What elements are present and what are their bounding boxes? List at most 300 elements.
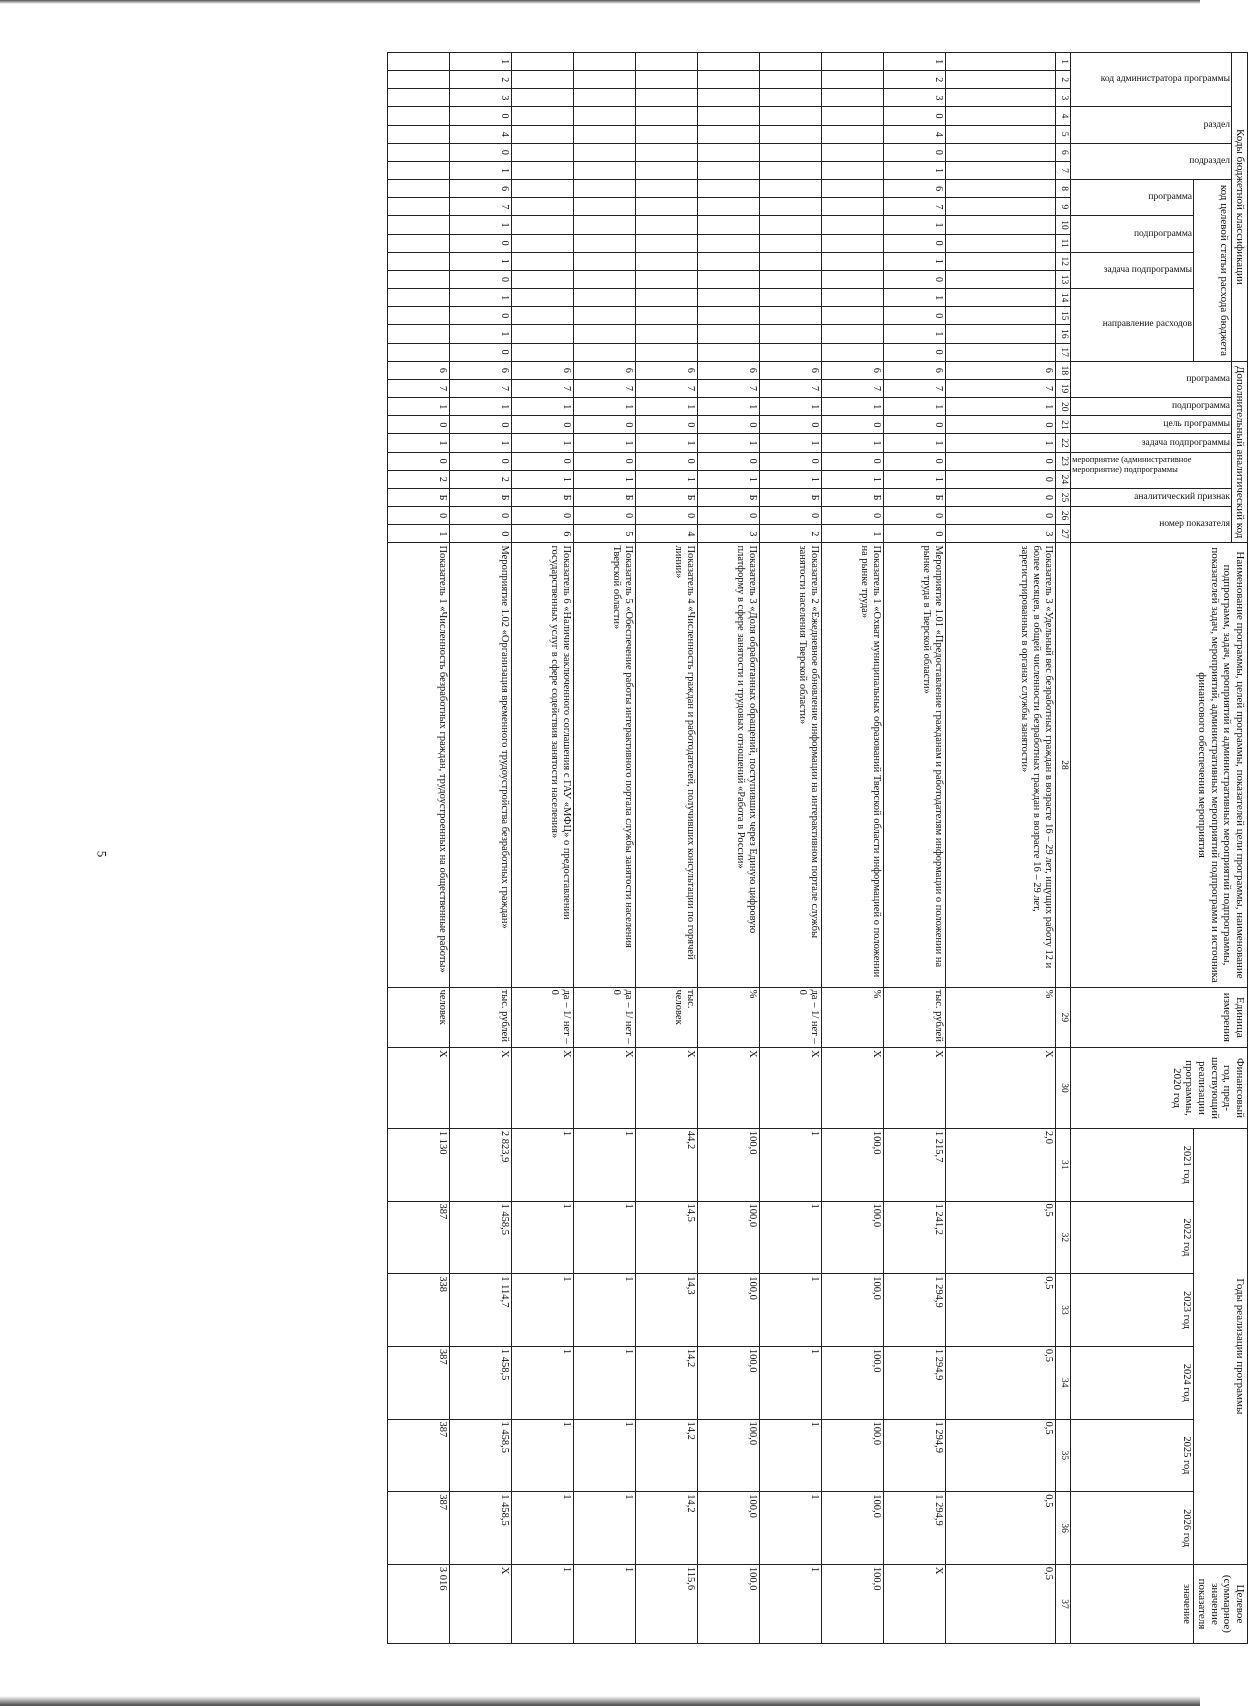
column-number: 12: [1056, 252, 1071, 270]
code-cell: 7: [388, 379, 450, 397]
code-cell: Б: [450, 488, 512, 506]
header-fin-year: Финансовый год, пред-шествующий реализации программы, 2020 год: [1071, 1048, 1248, 1129]
code-cell: 2: [388, 470, 450, 488]
code-cell: [946, 252, 1056, 270]
code-cell: [946, 216, 1056, 234]
row-2020-value: Х: [636, 1048, 698, 1129]
code-cell: 1: [574, 470, 636, 488]
row-year-value: 100,0: [822, 1419, 884, 1492]
code-cell: 2: [884, 71, 946, 89]
code-cell: [760, 143, 822, 161]
code-cell: 0: [698, 416, 760, 434]
header-target: Целевое (суммарное) значение показателя: [1194, 1564, 1248, 1643]
row-2020-value: Х: [450, 1048, 512, 1129]
row-unit: тыс. рублей: [884, 987, 946, 1048]
code-cell: 1: [822, 525, 884, 543]
code-cell: [822, 180, 884, 198]
code-cell: 2: [760, 525, 822, 543]
code-cell: 0: [946, 488, 1056, 506]
code-cell: 1: [388, 525, 450, 543]
code-cell: 1: [450, 289, 512, 307]
code-cell: [636, 107, 698, 125]
code-cell: 0: [450, 307, 512, 325]
code-cell: [946, 125, 1056, 143]
row-name: Показатель 3 «Удельный вес безработных граждан в возрасте 16 – 29 лет, ищущих работу 12 и более месяцев, в общей численности безработных граждан в возрасте 16 – 29 лет, зарегистрированных в органах службы занятости»: [946, 543, 1056, 987]
row-year-value: 1: [574, 1128, 636, 1201]
code-cell: 0: [450, 452, 512, 470]
code-cell: [636, 325, 698, 343]
code-cell: [574, 343, 636, 361]
row-2020-value: Х: [388, 1048, 450, 1129]
code-cell: [512, 198, 574, 216]
header-d-cel: цель программы: [1163, 419, 1231, 430]
table-row: [388, 53, 450, 1644]
code-cell: 0: [574, 452, 636, 470]
row-year-value: 1 130: [388, 1128, 450, 1201]
code-cell: 0: [760, 452, 822, 470]
code-cell: [388, 216, 450, 234]
code-cell: [388, 325, 450, 343]
code-cell: 0: [636, 507, 698, 525]
row-2020-value: Х: [822, 1048, 884, 1129]
table-body: [388, 53, 1056, 1644]
code-cell: Б: [884, 488, 946, 506]
code-cell: 0: [884, 307, 946, 325]
code-cell: 3: [884, 89, 946, 107]
row-year-value: 1 294,9: [884, 1346, 946, 1419]
row-target-value: 3 016: [388, 1564, 450, 1643]
header-d-nomer: номер показателя: [1159, 519, 1231, 530]
code-cell: 6: [698, 361, 760, 379]
code-cell: 1: [698, 398, 760, 416]
code-cell: 1: [574, 398, 636, 416]
row-target-value: 115,6: [636, 1564, 698, 1643]
header-podprogramma: подпрограмма: [1134, 228, 1193, 239]
column-number: 15: [1056, 307, 1071, 325]
code-cell: [574, 161, 636, 179]
code-cell: Б: [822, 488, 884, 506]
code-cell: 1: [760, 470, 822, 488]
row-target-value: 0,5: [946, 1564, 1056, 1643]
code-cell: 7: [450, 379, 512, 397]
row-year-value: 1: [760, 1492, 822, 1565]
code-cell: 0: [884, 416, 946, 434]
code-cell: 6: [512, 525, 574, 543]
row-name: Показатель 1 «Численность безработных граждан, трудоустроенных на общественные работы»: [388, 543, 450, 987]
code-cell: [574, 216, 636, 234]
code-cell: [698, 161, 760, 179]
code-cell: [760, 234, 822, 252]
code-cell: [636, 234, 698, 252]
row-year-value: 1: [574, 1346, 636, 1419]
code-cell: [512, 107, 574, 125]
column-number: 6: [1056, 143, 1071, 161]
column-number: 11: [1056, 234, 1071, 252]
row-year-value: 1: [512, 1346, 574, 1419]
column-number: 25: [1056, 488, 1071, 506]
row-name: Мероприятие 1.02 «Организация временного трудоустройства безработных граждан»: [450, 543, 512, 987]
code-cell: 1: [884, 289, 946, 307]
code-cell: 1: [698, 470, 760, 488]
row-year-value: 100,0: [698, 1492, 760, 1565]
scan-edge-bottom: [0, 1696, 1200, 1706]
row-year-value: 100,0: [698, 1201, 760, 1274]
row-year-value: 1 215,7: [884, 1128, 946, 1201]
code-cell: [698, 125, 760, 143]
code-cell: 0: [450, 234, 512, 252]
row-year-value: 1: [760, 1128, 822, 1201]
code-cell: [512, 216, 574, 234]
code-cell: [946, 107, 1056, 125]
code-cell: 1: [884, 161, 946, 179]
code-cell: [822, 53, 884, 71]
header-podrazdel: подраздел: [1189, 155, 1231, 166]
column-number: 22: [1056, 434, 1071, 452]
row-unit: тыс. человек: [636, 987, 698, 1048]
code-cell: 7: [946, 379, 1056, 397]
code-cell: 1: [946, 398, 1056, 416]
code-cell: [574, 270, 636, 288]
row-year-value: 100,0: [698, 1128, 760, 1201]
table-header: [1056, 53, 1248, 1644]
code-cell: [760, 161, 822, 179]
code-cell: [822, 270, 884, 288]
code-cell: [946, 89, 1056, 107]
row-unit: тыс. рублей: [450, 987, 512, 1048]
code-cell: 1: [388, 434, 450, 452]
code-cell: [574, 89, 636, 107]
code-cell: 6: [450, 180, 512, 198]
code-cell: 4: [884, 125, 946, 143]
code-cell: [822, 198, 884, 216]
code-cell: [698, 143, 760, 161]
code-cell: 7: [698, 379, 760, 397]
code-cell: [698, 307, 760, 325]
code-cell: [698, 234, 760, 252]
code-cell: 6: [822, 361, 884, 379]
code-cell: [636, 216, 698, 234]
code-cell: [698, 89, 760, 107]
code-cell: 4: [636, 525, 698, 543]
column-number: 7: [1056, 161, 1071, 179]
code-cell: [512, 343, 574, 361]
row-name: Показатель 2 «Ежедневное обновление информации на интерактивном портале службы занятости населения Тверской области»: [760, 543, 822, 987]
row-year-value: 1: [760, 1346, 822, 1419]
table-row: [512, 53, 574, 1644]
code-cell: 1: [450, 434, 512, 452]
table-row: [884, 53, 946, 1644]
code-cell: [822, 307, 884, 325]
scan-edge-top: [0, 0, 1200, 4]
code-cell: 1: [636, 434, 698, 452]
code-cell: [946, 198, 1056, 216]
header-year-2021: 2021 год: [1071, 1128, 1194, 1201]
code-cell: 0: [760, 416, 822, 434]
code-cell: [574, 289, 636, 307]
row-name: Показатель 6 «Наличие заключенного соглашения с ГАУ «МФЦ» о предоставлении государственных услуг в сфере содействия занятости населения»: [512, 543, 574, 987]
code-cell: [388, 71, 450, 89]
code-cell: [574, 53, 636, 71]
code-cell: 0: [884, 234, 946, 252]
row-unit: да – 1/ нет – 0: [760, 987, 822, 1048]
code-cell: [698, 343, 760, 361]
code-cell: 1: [946, 434, 1056, 452]
column-number: 26: [1056, 507, 1071, 525]
code-cell: 1: [884, 252, 946, 270]
code-cell: [760, 71, 822, 89]
code-cell: [822, 216, 884, 234]
column-number: 28: [1056, 543, 1071, 987]
code-cell: [636, 270, 698, 288]
code-cell: [388, 289, 450, 307]
code-cell: [760, 252, 822, 270]
code-cell: [822, 289, 884, 307]
header-napravlenie: направление расходов: [1103, 319, 1193, 330]
code-cell: [822, 143, 884, 161]
code-cell: 0: [822, 452, 884, 470]
code-cell: [512, 180, 574, 198]
code-cell: [388, 198, 450, 216]
row-year-value: 1 458,5: [450, 1419, 512, 1492]
code-cell: [388, 125, 450, 143]
row-year-value: 387: [388, 1201, 450, 1274]
code-cell: [574, 107, 636, 125]
row-target-value: 1: [512, 1564, 574, 1643]
table-row: [698, 53, 760, 1644]
table-row: [946, 53, 1056, 1644]
column-number: 1: [1056, 53, 1071, 71]
code-cell: [388, 234, 450, 252]
row-target-value: Х: [450, 1564, 512, 1643]
row-year-value: 0,5: [946, 1346, 1056, 1419]
program-table: [387, 52, 1248, 1644]
code-cell: 1: [884, 434, 946, 452]
code-cell: [636, 125, 698, 143]
row-year-value: 1: [574, 1492, 636, 1565]
column-number: 34: [1056, 1346, 1071, 1419]
code-cell: 0: [636, 452, 698, 470]
code-cell: 0: [884, 270, 946, 288]
row-year-value: 14,2: [636, 1346, 698, 1419]
row-name: Показатель 1 «Охват муниципальных образований Тверской области информацией о положении на рынке труда»: [822, 543, 884, 987]
code-cell: [698, 289, 760, 307]
code-cell: 0: [388, 416, 450, 434]
header-zadacha: задача подпрограммы: [1104, 264, 1193, 275]
row-unit: %: [698, 987, 760, 1048]
code-cell: 3: [946, 525, 1056, 543]
code-cell: [946, 343, 1056, 361]
code-cell: 1: [884, 470, 946, 488]
code-cell: [698, 325, 760, 343]
header-year-2026: 2026 год: [1071, 1492, 1194, 1565]
column-numbers-row: [1056, 53, 1071, 1644]
code-cell: 0: [388, 507, 450, 525]
row-year-value: 2,0: [946, 1128, 1056, 1201]
code-cell: 0: [388, 452, 450, 470]
row-target-value: 1: [760, 1564, 822, 1643]
row-target-value: Х: [884, 1564, 946, 1643]
row-year-value: 100,0: [698, 1346, 760, 1419]
row-2020-value: Х: [946, 1048, 1056, 1129]
header-unit: Единица измерения: [1071, 987, 1248, 1048]
column-number: 8: [1056, 180, 1071, 198]
code-cell: [760, 198, 822, 216]
code-cell: [512, 89, 574, 107]
code-cell: [636, 161, 698, 179]
row-year-value: 100,0: [822, 1274, 884, 1347]
row-year-value: 2 823,9: [450, 1128, 512, 1201]
header-d-analit: аналитический признак: [1134, 492, 1231, 502]
code-cell: 0: [450, 270, 512, 288]
row-name: Показатель 3 «Доля обработанных обращений, поступивших через Единую цифровую платформу в сфере занятости и трудовых отношений «Работа в России»: [698, 543, 760, 987]
code-cell: 1: [512, 434, 574, 452]
row-year-value: 1: [512, 1492, 574, 1565]
code-cell: [698, 198, 760, 216]
row-unit: %: [946, 987, 1056, 1048]
code-cell: 7: [512, 379, 574, 397]
code-cell: [512, 143, 574, 161]
code-cell: [388, 252, 450, 270]
code-cell: [388, 180, 450, 198]
code-cell: 1: [884, 325, 946, 343]
code-cell: [760, 270, 822, 288]
column-number: 24: [1056, 470, 1071, 488]
code-cell: [698, 71, 760, 89]
header-kbk: Коды бюджетной классификации: [1232, 53, 1248, 362]
code-cell: 1: [450, 325, 512, 343]
code-cell: 1: [450, 216, 512, 234]
code-cell: 7: [636, 379, 698, 397]
code-cell: 1: [450, 252, 512, 270]
row-name: Показатель 5 «Обеспечение работы интерактивного портала службы занятости населения Тверской области»: [574, 543, 636, 987]
code-cell: 2: [450, 470, 512, 488]
code-cell: [512, 161, 574, 179]
code-cell: 6: [884, 361, 946, 379]
code-cell: [512, 53, 574, 71]
row-year-value: 1: [512, 1274, 574, 1347]
row-target-value: 1: [574, 1564, 636, 1643]
header-programma: программа: [1148, 192, 1193, 203]
code-cell: 0: [884, 107, 946, 125]
code-cell: 0: [760, 507, 822, 525]
header-razdel: раздел: [1204, 119, 1231, 130]
row-year-value: 14,2: [636, 1492, 698, 1565]
code-cell: [512, 307, 574, 325]
row-2020-value: Х: [760, 1048, 822, 1129]
row-target-value: 100,0: [822, 1564, 884, 1643]
code-cell: [574, 325, 636, 343]
row-unit: человек: [388, 987, 450, 1048]
column-number: 27: [1056, 525, 1071, 543]
code-cell: [946, 325, 1056, 343]
code-cell: [636, 198, 698, 216]
code-cell: [512, 289, 574, 307]
code-cell: Б: [388, 488, 450, 506]
code-cell: 7: [822, 379, 884, 397]
code-cell: 5: [574, 525, 636, 543]
code-cell: [388, 270, 450, 288]
code-cell: [946, 180, 1056, 198]
header-admin-code: код администратора программы: [1101, 74, 1231, 85]
code-cell: [946, 71, 1056, 89]
row-year-value: 1 458,5: [450, 1201, 512, 1274]
row-year-value: 100,0: [698, 1419, 760, 1492]
header-year-2025: 2025 год: [1071, 1419, 1194, 1492]
code-cell: 1: [636, 470, 698, 488]
column-number: 20: [1056, 398, 1071, 416]
row-year-value: 14,2: [636, 1419, 698, 1492]
row-year-value: 0,5: [946, 1274, 1056, 1347]
code-cell: 1: [450, 53, 512, 71]
code-cell: [822, 89, 884, 107]
row-year-value: 100,0: [698, 1274, 760, 1347]
column-number: 29: [1056, 987, 1071, 1048]
code-cell: [822, 343, 884, 361]
row-year-value: 387: [388, 1419, 450, 1492]
table-row: [760, 53, 822, 1644]
code-cell: [760, 289, 822, 307]
column-number: 35: [1056, 1419, 1071, 1492]
code-cell: [760, 53, 822, 71]
row-unit: %: [822, 987, 884, 1048]
code-cell: 0: [450, 107, 512, 125]
code-cell: 4: [450, 125, 512, 143]
row-year-value: 1: [574, 1274, 636, 1347]
code-cell: 0: [698, 452, 760, 470]
code-cell: 7: [884, 198, 946, 216]
code-cell: [574, 125, 636, 143]
code-cell: 0: [450, 343, 512, 361]
code-cell: [760, 343, 822, 361]
column-number: 23: [1056, 452, 1071, 470]
column-number: 33: [1056, 1274, 1071, 1347]
code-cell: [822, 252, 884, 270]
column-number: 32: [1056, 1201, 1071, 1274]
code-cell: [698, 270, 760, 288]
code-cell: [574, 143, 636, 161]
row-year-value: 1: [760, 1419, 822, 1492]
code-cell: [636, 307, 698, 325]
column-number: 18: [1056, 361, 1071, 379]
code-cell: [946, 53, 1056, 71]
column-number: 37: [1056, 1564, 1071, 1643]
code-cell: [822, 71, 884, 89]
code-cell: 0: [450, 507, 512, 525]
code-cell: [698, 180, 760, 198]
column-number: 13: [1056, 270, 1071, 288]
row-year-value: 387: [388, 1346, 450, 1419]
code-cell: 1: [822, 470, 884, 488]
code-cell: [822, 161, 884, 179]
row-name: Показатель 4 «Численность граждан и работодателей, получивших консультации по горячей линии»: [636, 543, 698, 987]
code-cell: Б: [574, 488, 636, 506]
code-cell: 1: [512, 470, 574, 488]
code-cell: [388, 161, 450, 179]
code-cell: [698, 252, 760, 270]
code-cell: [636, 180, 698, 198]
row-year-value: 1: [512, 1128, 574, 1201]
row-2020-value: Х: [574, 1048, 636, 1129]
code-cell: [512, 325, 574, 343]
code-cell: [388, 143, 450, 161]
column-number: 3: [1056, 89, 1071, 107]
code-cell: [388, 107, 450, 125]
code-cell: [636, 289, 698, 307]
table-row: [450, 53, 512, 1644]
code-cell: [574, 307, 636, 325]
code-cell: [636, 89, 698, 107]
header-d-programma: программа: [1186, 373, 1231, 384]
